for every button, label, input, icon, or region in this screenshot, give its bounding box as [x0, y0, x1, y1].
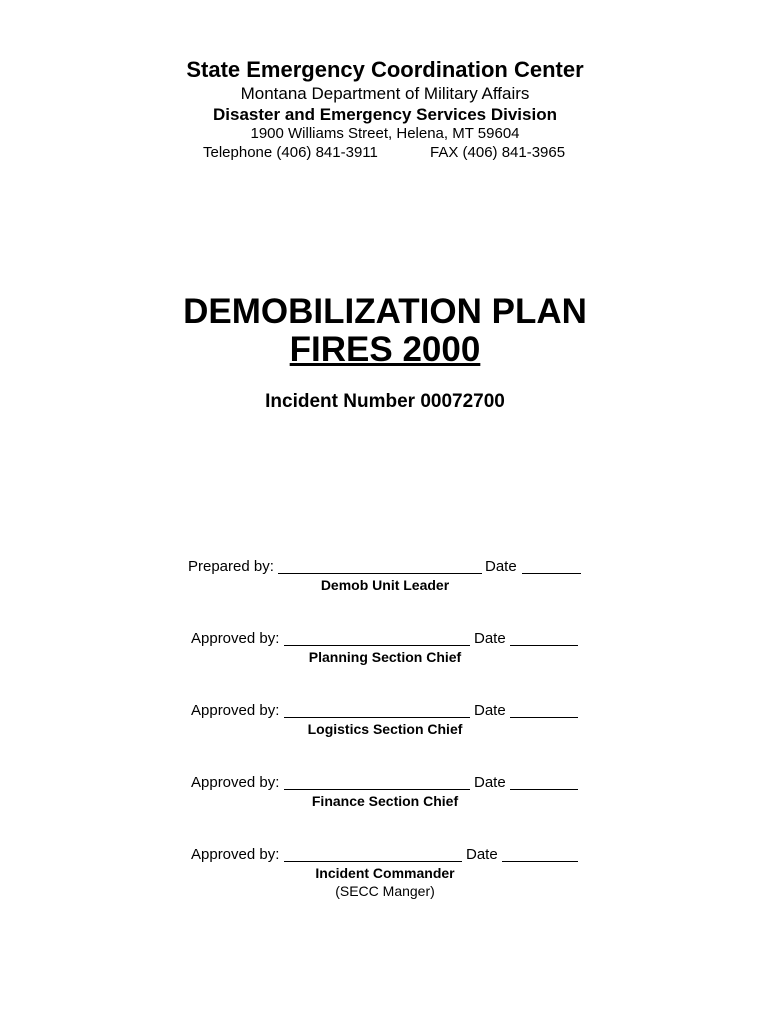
signature-field[interactable]: [284, 702, 470, 718]
org-name: State Emergency Coordination Center: [186, 57, 584, 82]
signer-role: Demob Unit Leader: [320, 577, 450, 593]
document-title: DEMOBILIZATION PLAN: [183, 292, 587, 331]
signature-field[interactable]: [278, 558, 482, 574]
date-field[interactable]: [510, 630, 578, 646]
date-field[interactable]: [510, 774, 578, 790]
address: 1900 Williams Street, Helena, MT 59604: [250, 125, 520, 142]
date-label: Date: [474, 702, 506, 719]
document-subtitle: FIRES 2000: [289, 330, 481, 369]
signer-role: Finance Section Chief: [311, 793, 459, 809]
date-label: Date: [474, 630, 506, 647]
signature-label: Approved by:: [191, 846, 280, 863]
signature-field[interactable]: [284, 846, 462, 862]
signer-role: Planning Section Chief: [308, 649, 462, 665]
date-label: Date: [474, 774, 506, 791]
signature-label: Approved by:: [191, 702, 280, 719]
signer-role: Incident Commander: [315, 865, 455, 881]
date-field[interactable]: [510, 702, 578, 718]
signature-field[interactable]: [284, 630, 470, 646]
department-name: Montana Department of Military Affairs: [240, 84, 530, 103]
signer-role: Logistics Section Chief: [307, 721, 463, 737]
signature-label: Approved by:: [191, 630, 280, 647]
fax: FAX (406) 841-3965: [430, 144, 566, 161]
division-name: Disaster and Emergency Services Division: [213, 105, 557, 124]
date-label: Date: [466, 846, 498, 863]
telephone: Telephone (406) 841-3911: [203, 144, 378, 161]
signature-label: Prepared by:: [188, 558, 274, 575]
date-label: Date: [485, 558, 517, 575]
signer-role-note: (SECC Manger): [335, 883, 435, 899]
incident-number: Incident Number 00072700: [265, 391, 505, 412]
date-field[interactable]: [502, 846, 578, 862]
signature-field[interactable]: [284, 774, 470, 790]
date-field[interactable]: [522, 558, 581, 574]
signature-label: Approved by:: [191, 774, 280, 791]
